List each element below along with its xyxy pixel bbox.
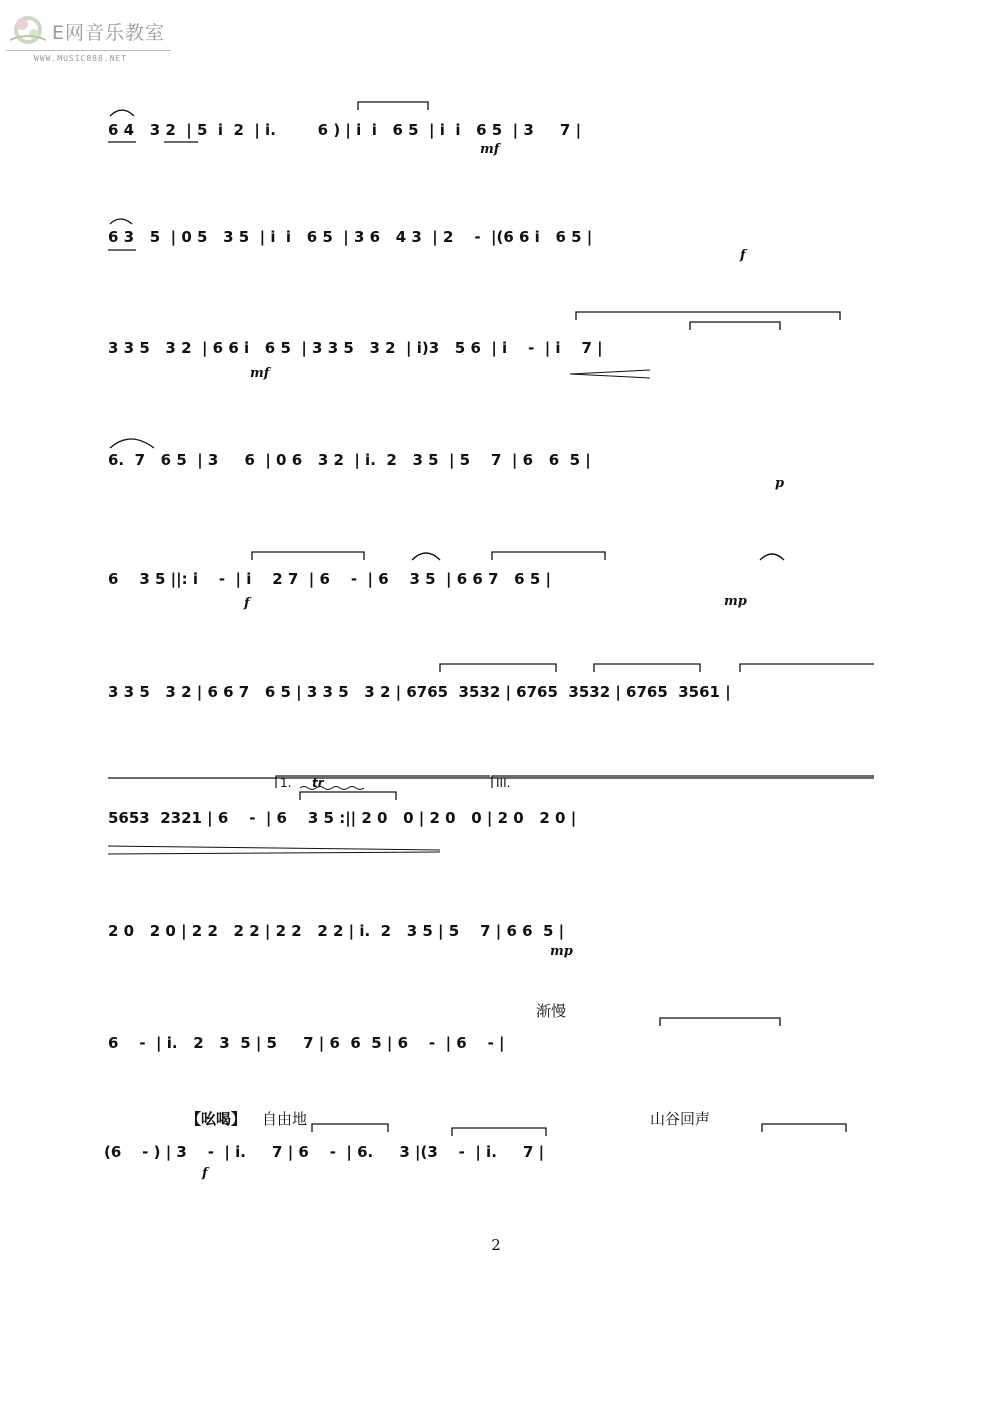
echo-marking: 山谷回声 [650,1110,711,1128]
volta-3-label: III. [496,776,511,790]
dynamic-f: f [202,1166,208,1181]
score-row-1 [100,80,890,200]
row-notes: 5653 2321 | 6 - | 6 3 5 :|| 2 0 0 | 2 0 0 | 2 0 2 0 | [108,809,577,827]
score-row-2 [100,190,890,310]
watermark-logo [6,10,176,66]
row-notes: 2 0 2 0 | 2 2 2 2 | 2 2 2 2 | i. 2 3 5 | 5 7 | 6 6 5 | [108,922,565,940]
volta-1-label: 1. [280,776,292,790]
dynamic-mp: mp [724,594,747,609]
page-number: 2 [491,1236,501,1254]
flower-logo-icon [6,10,50,50]
score-row-3 [100,300,890,420]
slur [110,110,134,116]
row-notes: (6 - ) | 3 - | i. 7 | 6 - | 6. 3 |(3 - | i. 7 | [104,1143,545,1161]
dynamic-mf: mf [480,142,500,157]
tie [358,102,428,110]
score-row-6 [100,632,890,752]
score-row-7 [100,760,890,880]
row-notes: 6 - | i. 2 3 5 | 5 7 | 6 6 5 | 6 - | 6 - | [108,1034,505,1052]
score-row-9 [100,992,890,1112]
trill-line [300,787,364,790]
row-notes: 6 3 5 ||: i - | i 2 7 | 6 - | 6 3 5 | 6 6 7 6 5 | [108,570,551,588]
tempo-marking: 渐慢 [536,1002,567,1020]
row-notes: 6 3 5 | 0 5 3 5 | i i 6 5 | 3 6 4 3 | 2 - |(6 6 i 6 5 | [108,228,593,246]
score-row-5 [100,520,890,640]
dynamic-f: f [244,596,250,611]
watermark-title: E网音乐教室 [52,22,166,44]
score-row-4 [100,410,890,530]
trill-label: tr [312,776,324,790]
dynamic-f: f [740,248,746,263]
row-notes: 3 3 5 3 2 | 6 6 i 6 5 | 3 3 5 3 2 | i)3 5 6 | i - | i 7 | [108,339,603,357]
dynamic-mf: mf [250,366,270,381]
section-label: 【吆喝】 [186,1110,247,1128]
dynamic-p: p [775,476,785,491]
score-row-8 [100,872,890,992]
watermark-url: WWW.MUSIC888.NET [34,54,128,63]
row-notes: 6 4 3 2 | 5 i 2 | i. 6 ) | i i 6 5 | i i 6 5 | 3 7 | [108,121,582,139]
phrase-slur [576,312,840,320]
score-row-10 [100,1100,890,1220]
row-notes: 3 3 5 3 2 | 6 6 7 6 5 | 3 3 5 3 2 | 6765 3532 | 6765 3532 | 6765 3561 | [108,683,731,701]
free-tempo-marking: 自由地 [262,1110,308,1128]
crescendo-hairpin [570,370,650,378]
dynamic-mp: mp [550,944,573,959]
watermark-divider [6,50,171,51]
row-notes: 6. 7 6 5 | 3 6 | 0 6 3 2 | i. 2 3 5 | 5 7 | 6 6 5 | [108,451,591,469]
